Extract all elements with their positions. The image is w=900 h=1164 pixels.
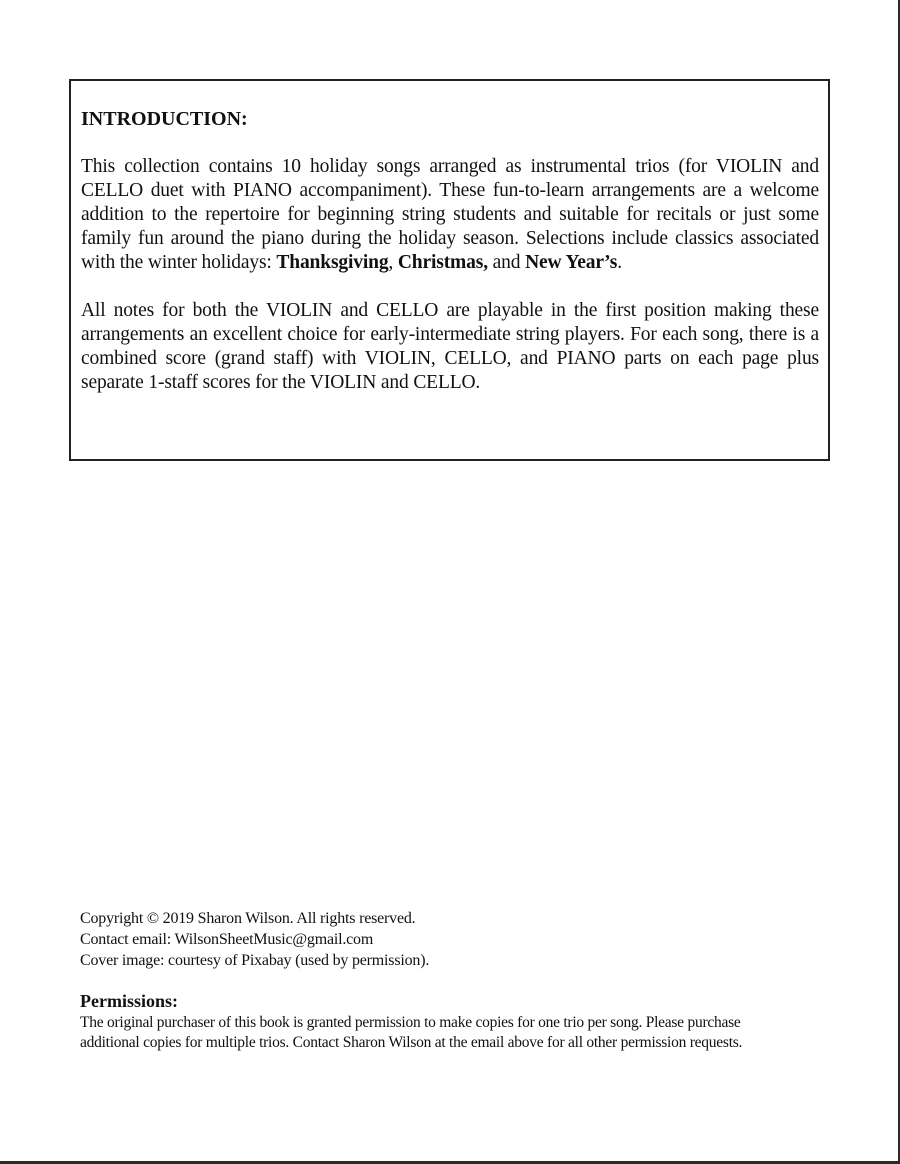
permissions-text: The original purchaser of this book is granted permission to make copies for one trio per song. Please purchase additional copies for multiple trios. Contact Sharon Wilson at the email above for all other permission requests. [80, 1014, 743, 1051]
introduction-content [71, 81, 828, 395]
paragraph-1-end: . [617, 252, 622, 273]
cover-image-credit: Cover image: courtesy of Pixabay (used by permission). [80, 952, 430, 969]
introduction-paragraph-2: All notes for both the VIOLIN and CELLO are playable in the first position making these arrangements an excellent choice for early-intermediate string players. For each song, there is a combined score (grand staff) with VIOLIN, CELLO, and PIANO parts on each page plus separate 1-staff scores for the VIOLIN and CELLO. [81, 300, 819, 393]
holiday-separator: and [487, 252, 526, 273]
introduction-box [69, 79, 830, 461]
permissions-heading: Permissions: [80, 991, 178, 1011]
contact-email: Contact email: WilsonSheetMusic@gmail.com [80, 931, 374, 948]
copyright-notice: Copyright © 2019 Sharon Wilson. All rights reserved. [80, 910, 416, 927]
introduction-heading: INTRODUCTION: [81, 108, 248, 130]
holiday-new-years: New Year’s [525, 252, 618, 273]
footer-section [80, 908, 820, 1053]
introduction-paragraph-1 [81, 155, 819, 275]
holiday-christmas: Christmas, [397, 252, 488, 273]
holiday-thanksgiving: Thanksgiving [276, 252, 389, 273]
holiday-separator: , [388, 252, 398, 273]
paragraph-1-text: This collection contains 10 holiday songs arranged as instrumental trios (for VIOLIN and CELLO duet with PIANO accompaniment). These fun-to-learn arrangements are a welcome addition to the repertoire for beginning string students and suitable for recitals or just some family fun around the piano during the holiday season. Selections include classics associated with the winter holidays: [81, 156, 819, 273]
